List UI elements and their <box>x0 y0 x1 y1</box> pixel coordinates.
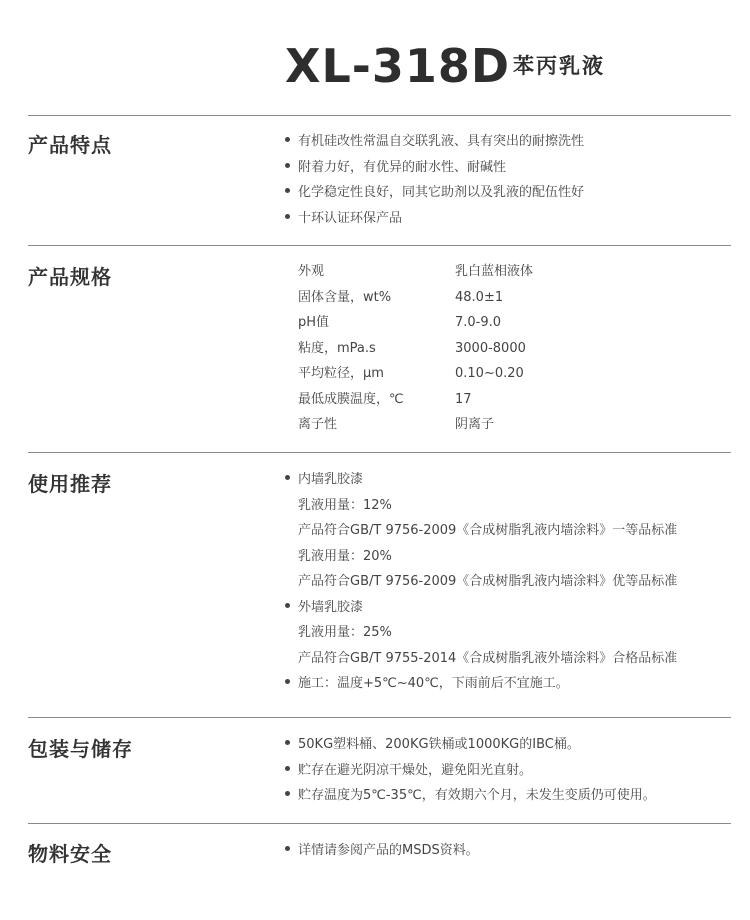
list-item: 内墙乳胶漆 <box>285 467 677 493</box>
list-item: 外墙乳胶漆 <box>285 595 677 621</box>
packaging-list <box>285 732 656 809</box>
table-row: 粘度，mPa.s 3000-8000 <box>298 340 526 356</box>
list-item: 乳液用量：12% <box>298 497 392 513</box>
safety-list <box>285 838 479 864</box>
table-row: 外观 乳白蓝相液体 <box>298 264 534 279</box>
table-row: 固体含量，wt% 48.0±1 <box>298 289 504 305</box>
section-title-features: 产品特点 <box>28 133 112 157</box>
bullet-icon <box>285 679 290 684</box>
list-item: 产品符合GB/T 9756-2009《合成树脂乳液内墙涂料》优等品标准 <box>298 574 678 589</box>
list-item: 贮存在避光阴凉干燥处，避免阳光直射。 <box>285 758 656 784</box>
table-row: pH值 7.0-9.0 <box>298 315 502 330</box>
divider <box>28 115 731 116</box>
bullet-icon <box>285 214 290 219</box>
list-item: 化学稳定性良好，同其它助剂以及乳液的配伍性好 <box>285 180 584 206</box>
table-row: 平均粒径，μm 0.10~0.20 <box>298 366 524 381</box>
bullet-icon <box>285 846 290 851</box>
bullet-icon <box>285 137 290 142</box>
divider <box>28 245 731 246</box>
section-title-safety: 物料安全 <box>28 842 112 866</box>
list-item: 施工：温度+5℃~40℃，下雨前后不宜施工。 <box>285 671 677 697</box>
bullet-icon <box>285 475 290 480</box>
list-item: 乳液用量：20% <box>298 548 392 564</box>
bullet-icon <box>285 740 290 745</box>
section-title-specs: 产品规格 <box>28 265 112 289</box>
model-number: XL-318D <box>285 39 511 93</box>
usage-list <box>285 467 677 697</box>
bullet-icon <box>285 603 290 608</box>
list-item: 产品符合GB/T 9755-2014《合成树脂乳液外墙涂料》合格品标准 <box>298 650 678 666</box>
spec-table <box>298 259 533 438</box>
bullet-icon <box>285 163 290 168</box>
list-item: 十环认证环保产品 <box>285 206 584 232</box>
divider <box>28 452 731 453</box>
list-item: 产品符合GB/T 9756-2009《合成树脂乳液内墙涂料》一等品标准 <box>298 523 678 538</box>
bullet-icon <box>285 791 290 796</box>
features-list <box>285 129 584 231</box>
product-name: 苯丙乳液 <box>513 54 605 78</box>
list-item: 附着力好，有优异的耐水性、耐碱性 <box>285 155 584 181</box>
bullet-icon <box>285 188 290 193</box>
list-item: 50KG塑料桶、200KG铁桶或1000KG的IBC桶。 <box>285 732 656 758</box>
table-row: 最低成膜温度，℃ 17 <box>298 391 472 407</box>
bullet-icon <box>285 766 290 771</box>
list-item: 有机硅改性常温自交联乳液、具有突出的耐擦洗性 <box>285 129 584 155</box>
list-item: 乳液用量：25% <box>298 625 392 640</box>
section-title-packaging: 包装与储存 <box>28 737 133 761</box>
divider <box>28 823 731 824</box>
list-item: 详情请参阅产品的MSDS资料。 <box>285 838 479 864</box>
table-row: 离子性 阴离子 <box>298 417 495 432</box>
section-title-usage: 使用推荐 <box>28 472 112 496</box>
list-item: 贮存温度为5℃-35℃，有效期六个月，未发生变质仍可使用。 <box>285 783 656 809</box>
divider <box>28 717 731 718</box>
